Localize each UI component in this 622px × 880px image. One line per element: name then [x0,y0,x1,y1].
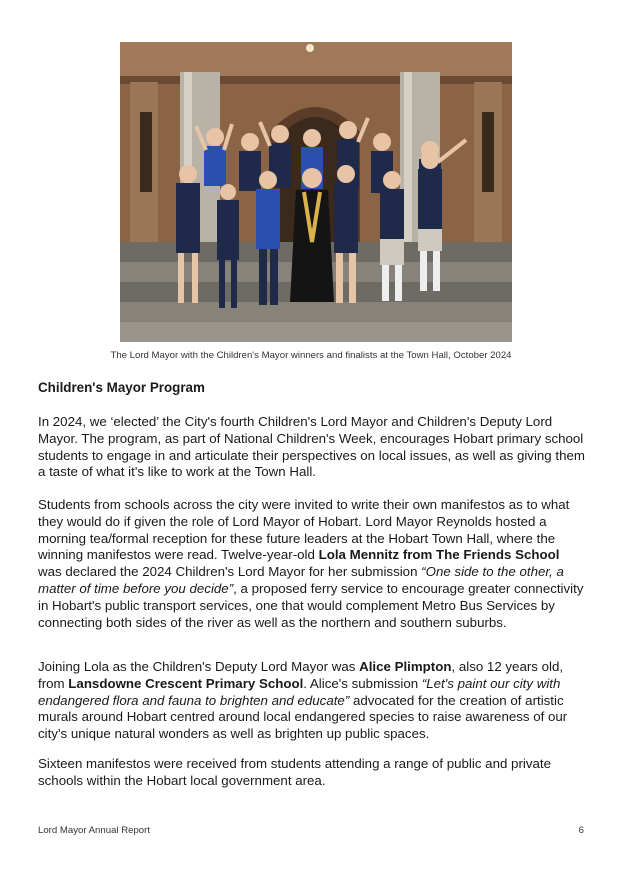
paragraph-closing: Sixteen manifestos were received from students attending a range of public and private schools within the Hobart local government area. [38,756,551,788]
p2-submission-title: “One side to the other, a matter of time before you decide” [38,564,564,596]
p3-text-e: . Alice's submission [303,675,422,691]
p2-text-c: was declared the 2024 Children's Lord Mayor for her submission [38,564,422,580]
p3-school-name: Lansdowne Crescent Primary School [68,675,304,691]
paragraph-deputy [38,659,586,743]
footer-title: Lord Mayor Annual Report [38,825,150,836]
p3-text-g: advocated for the creation of artistic murals around Hobart centred around local endangered species to raise awareness of our city's unique natural wonders as well as brighten up public spaces. [38,692,568,742]
p3-submission-title: “Let's paint our city with endangered flora and fauna to brighten and educate” [38,675,561,708]
paragraph-manifestos [38,497,586,631]
photo-illustration [120,42,512,342]
p2-text-a: Students from schools across the city were invited to write their own manifestos as to what they would do if given the role of Lord Mayor of Hobart. Lord Mayor Reynolds hosted a morning tea/formal reception for these future leaders at the Hobart Town Hall, where the winning manifestos were read. Twelve-year-old [38,497,570,563]
p3-deputy-name: Alice Plimpton [359,659,452,674]
section-heading: Children's Mayor Program [38,380,205,395]
paragraph-intro: In 2024, we ‘elected’ the City's fourth Children's Lord Mayor and Children's Deputy Lord Mayor. The program, as part of National Children's Week, encourages Hobart primary school students to engage in and articulate their perspectives on local issues, as well as giving them a taste of what it's like to work at the Town Hall. [38,414,585,480]
photo-caption: The Lord Mayor with the Children's Mayor winners and finalists at the Town Hall, October 2024 [110,350,512,361]
p3-text-c: , also 12 years old, from [38,659,564,691]
p3-text-a: Joining Lola as the Children's Deputy Lord Mayor was [38,659,360,674]
p2-winner-name: Lola Mennitz from The Friends School [318,547,560,563]
page-number: 6 [578,825,584,836]
p2-text-e: , a proposed ferry service to encourage greater connectivity in Hobart's public transport services, one that would complement Metro Bus Services by connecting both sides of the river as well as the northern and southern suburbs. [38,580,584,630]
group-photo [120,42,512,342]
